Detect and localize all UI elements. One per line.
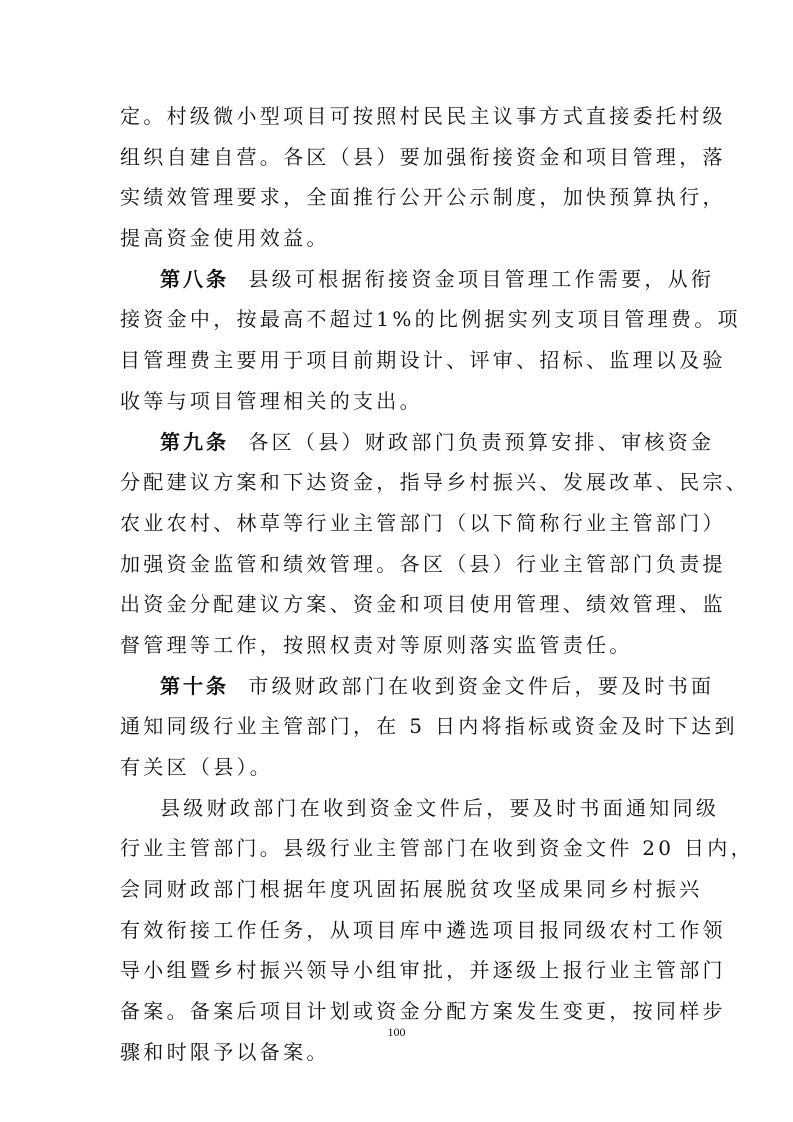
article-nine-heading: 第九条 [160, 429, 229, 454]
text-line: 督管理等工作，按照权责对等原则落实监管责任。 [120, 632, 633, 657]
text-line: 收等与项目管理相关的支出。 [120, 388, 423, 413]
text-line: 实绩效管理要求，全面推行公开公示制度，加快预算执行， [120, 185, 726, 210]
text-fragment: 各区（县）财政部门负责预算安排、审核资金 [248, 429, 715, 454]
text-line: 分配建议方案和下达资金，指导乡村振兴、发展改革、民宗、 [120, 470, 750, 495]
text-line: 组织自建自营。各区（县）要加强衔接资金和项目管理，落 [120, 144, 726, 169]
text-line: 接资金中，按最高不超过1%的比例据实列支项目管理费。项 [120, 307, 741, 332]
text-line: 行业主管部门。县级行业主管部门在收到资金文件 20 日内， [120, 836, 754, 861]
text-line: 会同财政部门根据年度巩固拓展脱贫攻坚成果同乡村振兴 [120, 877, 703, 902]
text-line: 通知同级行业主管部门，在 5 日内将指标或资金及时下达到 [120, 714, 738, 739]
text-line: 农业农村、林草等行业主管部门（以下简称行业主管部门） [120, 510, 726, 535]
text-fragment: 县级可根据衔接资金项目管理工作需要，从衔 [248, 266, 715, 291]
text-line: 提高资金使用效益。 [120, 226, 330, 251]
text-line: 导小组暨乡村振兴领导小组审批，并逐级上报行业主管部门 [120, 958, 726, 983]
text-line: 出资金分配建议方案、资金和项目使用管理、绩效管理、监 [120, 592, 726, 617]
page-number: 100 [387, 1025, 406, 1039]
article-ten-first-line [120, 666, 715, 707]
article-nine-first-line [120, 422, 715, 463]
text-line: 加强资金监管和绩效管理。各区（县）行业主管部门负责提 [120, 551, 726, 576]
article-eight-heading: 第八条 [160, 266, 229, 291]
text-line: 骤和时限予以备案。 [120, 1039, 330, 1064]
text-line: 目管理费主要用于项目前期设计、评审、招标、监理以及验 [120, 348, 726, 373]
text-fragment: 市级财政部门在收到资金文件后，要及时书面 [248, 673, 715, 698]
text-line: 有关区（县）。 [120, 755, 274, 779]
text-line: 备案。备案后项目计划或资金分配方案发生变更，按同样步 [120, 999, 726, 1024]
paragraph-first-line: 县级财政部门在收到资金文件后，要及时书面通知同级 [160, 795, 720, 820]
text-line: 有效衔接工作任务，从项目库中遴选项目报同级农村工作领 [120, 917, 726, 942]
article-ten-heading: 第十条 [160, 673, 229, 698]
body-text [120, 96, 754, 1073]
article-eight-first-line [120, 259, 715, 300]
text-line: 定。村级微小型项目可按照村民民主议事方式直接委托村级 [120, 104, 726, 128]
